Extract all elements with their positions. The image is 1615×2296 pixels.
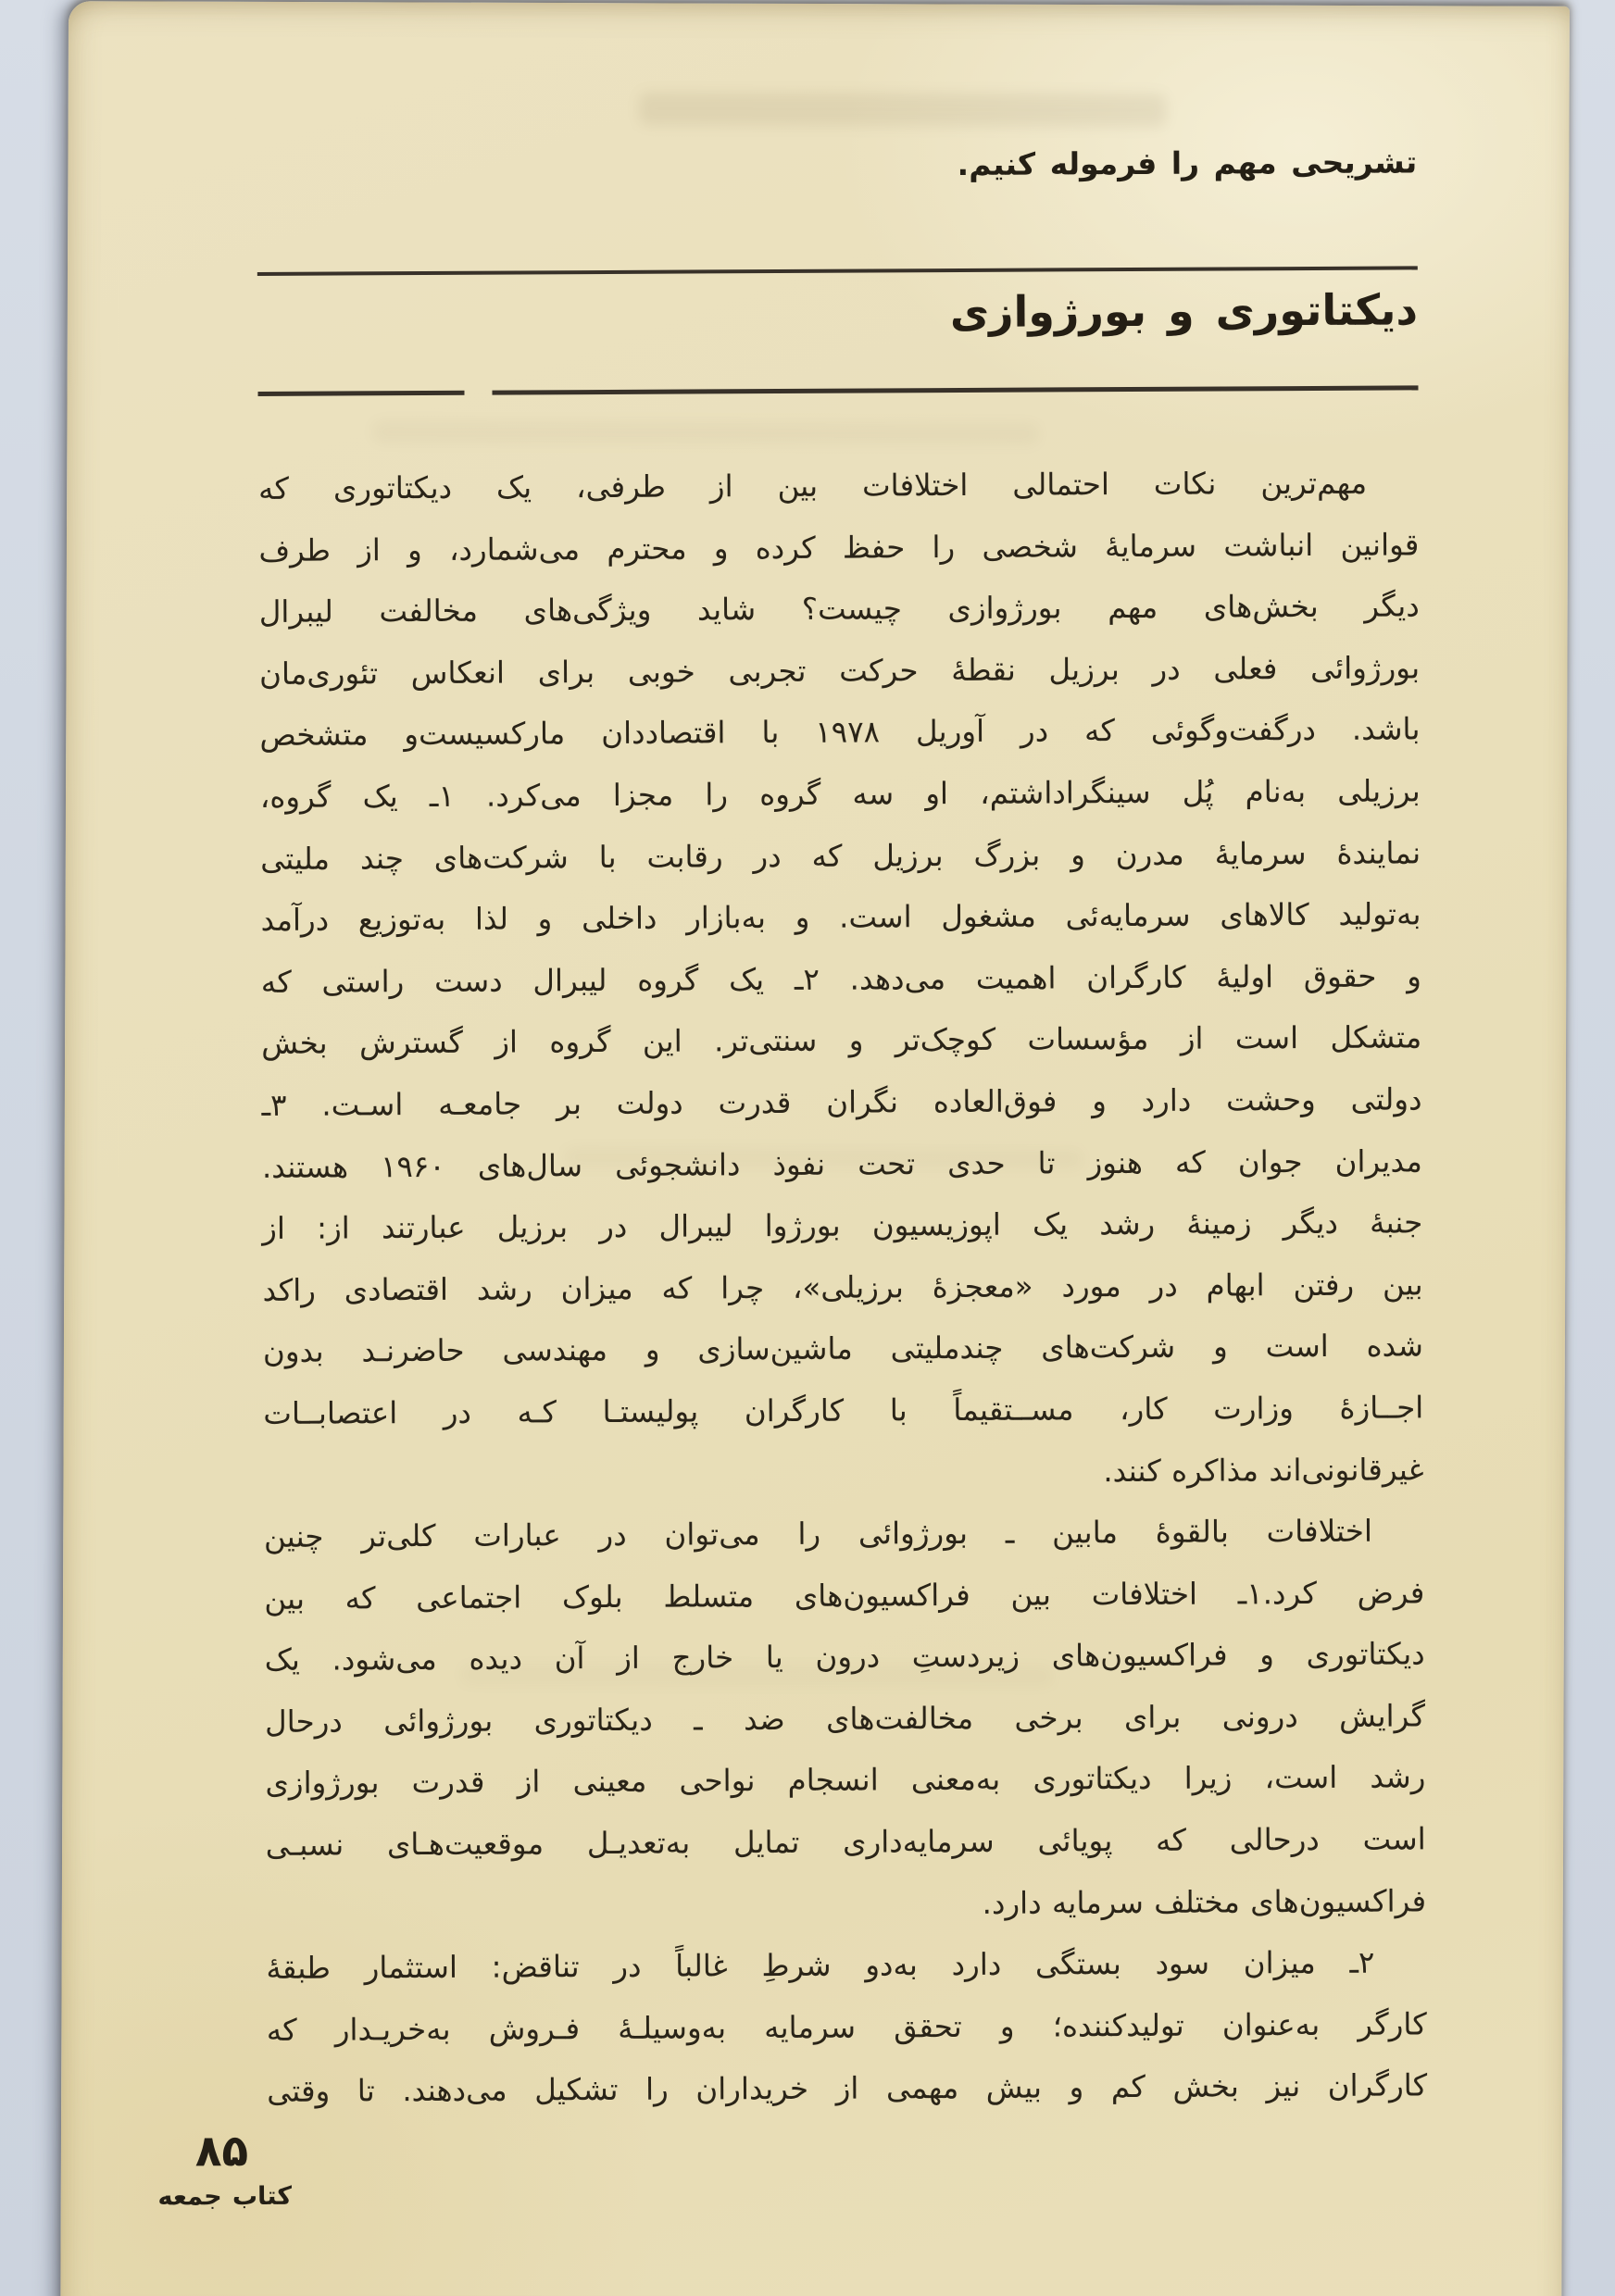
body-line: نمایندهٔ سرمایهٔ مدرن و بزرگ برزیل که در رقابت با شرکت‌های چند ملیتی: [260, 834, 1421, 877]
body-line: قوانین انباشت سرمایهٔ شخصی را حفظ کرده و محترم می‌شمارد، و از طرف: [258, 526, 1420, 568]
page-number: ۸۵: [194, 2126, 249, 2177]
page-content: [65, 1, 1578, 2296]
body-line: دولتی وحشت دارد و فوق‌العاده نگران قدرت دولت بر جامعـه اسـت. ۳ـ: [261, 1081, 1422, 1123]
body-line: فرض کرد.۱ـ اختلافات بین فراکسیون‌های متسلط بلوک اجتماعی که بین: [264, 1575, 1425, 1616]
body-line: جنبهٔ دیگر زمینهٔ رشد یک اپوزیسیون بورژوا لیبرال در برزیل عبارتند از: از: [262, 1204, 1423, 1247]
body-line: برزیلی به‌نام پُل سینگراداشتم، او سه گروه را مجزا می‌کرد. ۱ـ یک گروه،: [259, 773, 1421, 815]
body-line: مهم‌ترین نکات احتمالی اختلافات بین از طرفی، یک دیکتاتوری که: [257, 465, 1368, 506]
body-line: مدیران جوان که هنوز تا حدی تحت نفوذ دانشجوئی سال‌های ۱۹۶۰ هستند.: [261, 1142, 1422, 1185]
body-line: کارگر به‌عنوان تولیدکننده؛ و تحقق سرمایه به‌وسیلـهٔ فـروش به‌خریـدار که: [266, 2006, 1427, 2048]
page-footer: [126, 2126, 322, 2214]
book-page: [60, 1, 1570, 2296]
body-line: به‌تولید کالاهای سرمایه‌ئی مشغول است. و به‌بازار داخلی و لذا به‌توزیع درآمد: [260, 896, 1421, 939]
article-title: دیکتاتوری و بورژوازی: [949, 284, 1419, 338]
body-line: فراکسیون‌های مختلف سرمایه دارد.: [982, 1883, 1427, 1921]
body-line: باشد. درگفت‌وگوئی که در آوریل ۱۹۷۸ با اقتصاددان مارکسیست‌و متشخص: [259, 711, 1421, 754]
body-line: است درحالی که پویائی سرمایه‌داری تمایل به‌تعدیـل موقعیت‌هـای نسبـی: [265, 1821, 1426, 1863]
body-line: دیگر بخش‌های مهم بورژوازی چیست؟ شاید ویژگی‌های مخالفت لیبرال: [258, 588, 1420, 630]
body-line: بین رفتن ابهام در مورد «معجزهٔ برزیلی»، چرا که میزان رشد اقتصادی راکد: [262, 1267, 1423, 1308]
body-line: و حقوق اولیهٔ کارگران اهمیت می‌دهد. ۲ـ یک گروه لیبرال دست راستی که: [260, 958, 1421, 1000]
body-line: ۲ـ میزان سود بستگی دارد به‌دو شرطِ غالباً در تناقض: استثمار طبقهٔ: [266, 1944, 1375, 1987]
article-body: [258, 452, 1427, 2123]
body-line: غیرقانونی‌اند مذاکره کنند.: [1103, 1451, 1424, 1489]
body-line: اجــازهٔ وزارت کار، مســتقیماً با کارگران پولیستـا کـه در اعتصابــات: [263, 1390, 1424, 1431]
body-line: شده است و شرکت‌های چندملیتی ماشین‌سازی و مهندسی حاضرنـد بدون: [262, 1328, 1424, 1370]
horizontal-rule-under-title: [258, 385, 1419, 396]
body-line: رشد است، زیرا دیکتاتوری به‌معنی انسجام نواحی معینی از قدرت بورژوازی: [265, 1759, 1426, 1802]
body-line: بورژوائی فعلی در برزیل نقطهٔ حرکت تجربی خوبی برای انعکاس تئوری‌مان: [259, 650, 1421, 692]
horizontal-rule-top: [257, 266, 1418, 276]
body-line: متشکل است از مؤسسات کوچک‌تر و سنتی‌تر. این گروه از گسترش بخش: [261, 1019, 1422, 1062]
body-line: اختلافات بالقوهٔ مابین ـ بورژوائی را می‌توان در عبارات کلی‌تر چنین: [263, 1513, 1373, 1555]
running-header-note: تشریحی مهم را فرموله کنیم.: [957, 144, 1418, 182]
body-line: گرایش درونی برای برخی مخالفت‌های ضد ـ دیکتاتوری بورژوائی درحال: [264, 1698, 1426, 1740]
body-line: کارگران نیز بخش کم و بیش مهمی از خریداران را تشکیل می‌دهند. تا وقتی: [267, 2067, 1428, 2110]
body-line: دیکتاتوری و فراکسیون‌های زیردستِ درون یا خارج از آن دیده می‌شود. یک: [264, 1636, 1425, 1678]
publication-imprint: کتاب جمعه: [157, 2181, 293, 2212]
